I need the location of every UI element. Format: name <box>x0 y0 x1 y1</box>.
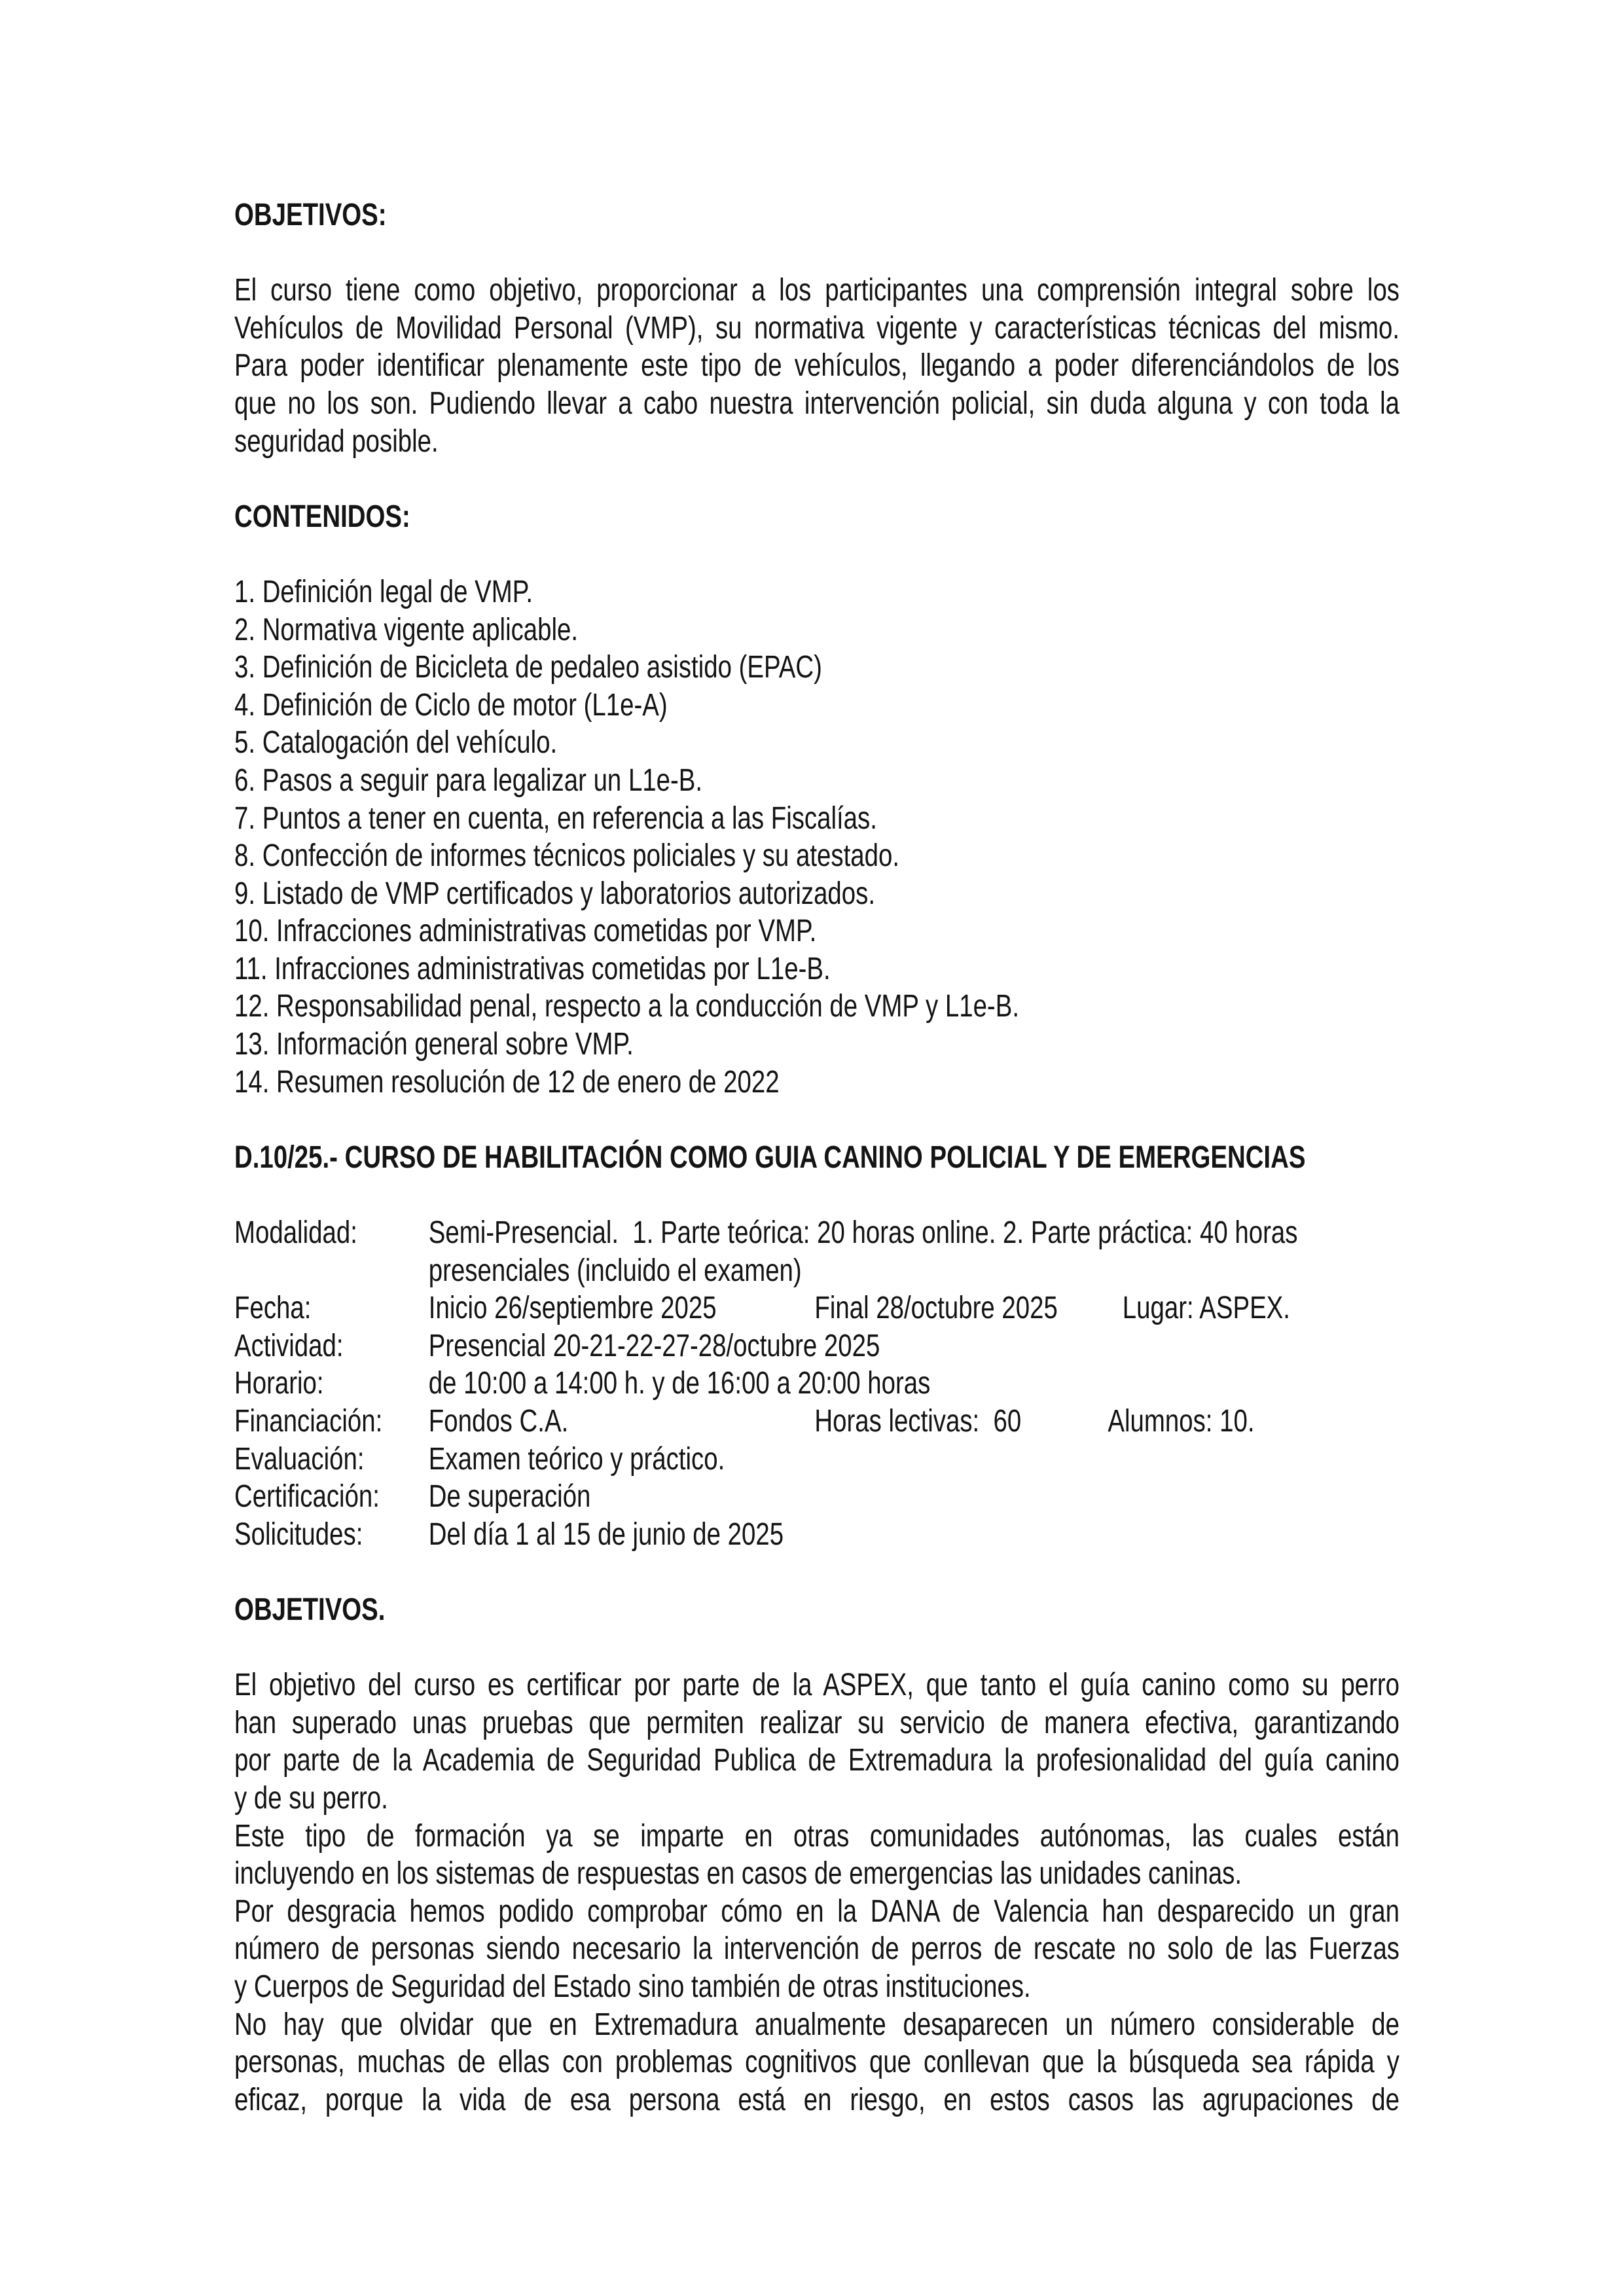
paragraph-line: personas, muchas de ellas con problemas cognitivos que conllevan que la búsqueda sea rápida y <box>234 2045 1399 2080</box>
course-title: D.10/25.- CURSO DE HABILITACIÓN COMO GUIA CANINO POLICIAL Y DE EMERGENCIAS <box>234 1139 1306 1175</box>
detail-label: Horario: <box>234 1366 324 1401</box>
detail-value: Inicio 26/septiembre 2025 <box>428 1291 717 1326</box>
detail-value: presenciales (incluido el examen) <box>428 1253 802 1288</box>
detail-value: Del día 1 al 15 de junio de 2025 <box>428 1516 784 1552</box>
detail-row-solicitudes <box>234 1516 1399 1554</box>
detail-row-financiacion <box>234 1403 1399 1441</box>
detail-value-tertiary: Alumnos: 10. <box>1108 1404 1255 1439</box>
contents-item: 11. Infracciones administrativas cometidas por L1e-B. <box>234 951 831 986</box>
contents-item: 13. Información general sobre VMP. <box>234 1027 634 1062</box>
detail-row-fecha <box>234 1289 1399 1327</box>
course-paragraph <box>234 2006 1399 2119</box>
paragraph-line: El curso tiene como objetivo, proporcionar a los participantes una comprensión integral sobre los <box>234 273 1399 308</box>
contents-item: 6. Pasos a seguir para legalizar un L1e-B. <box>234 762 703 798</box>
paragraph-line: por parte de la Academia de Seguridad Publica de Extremadura la profesionalidad del guía canino <box>234 1743 1399 1778</box>
objetivos-paragraph <box>234 272 1399 460</box>
contents-item: 7. Puntos a tener en cuenta, en referencia a las Fiscalías. <box>234 800 877 836</box>
spacer <box>234 535 1399 573</box>
paragraph-line: y de su perro. <box>234 1780 388 1816</box>
contents-item: 10. Infracciones administrativas cometidas por VMP. <box>234 914 817 949</box>
detail-row-horario <box>234 1365 1399 1403</box>
detail-value-secondary: Final 28/octubre 2025 <box>814 1291 1058 1326</box>
detail-row-modalidad-cont <box>234 1252 1399 1290</box>
paragraph-line: Este tipo de formación ya se imparte en otras comunidades autónomas, las cuales están <box>234 1818 1399 1854</box>
spacer <box>234 1176 1399 1214</box>
contents-item: 4. Definición de Ciclo de motor (L1e-A) <box>234 687 668 723</box>
spacer <box>234 1101 1399 1139</box>
detail-label: Solicitudes: <box>234 1516 363 1552</box>
course-paragraph <box>234 1666 1399 1817</box>
detail-label: Evaluación: <box>234 1441 365 1477</box>
detail-value: Fondos C.A. <box>428 1404 569 1439</box>
paragraph-line: Para poder identificar plenamente este tipo de vehículos, llegando a poder diferenciándolos de los <box>234 348 1399 384</box>
detail-row-modalidad <box>234 1214 1399 1252</box>
paragraph-line: número de personas siendo necesario la intervención de perros de rescate no solo de las Fuerzas <box>234 1931 1399 1967</box>
detail-value: Examen teórico y práctico. <box>428 1441 725 1477</box>
detail-row-evaluacion <box>234 1441 1399 1479</box>
course-details <box>234 1214 1399 1553</box>
contents-item: 8. Confección de informes técnicos policiales y su atestado. <box>234 838 900 874</box>
detail-value-secondary: Horas lectivas: 60 <box>814 1404 1022 1439</box>
paragraph-line: han superado unas pruebas que permiten realizar su servicio de manera efectiva, garantizando <box>234 1705 1399 1740</box>
contents-item: 14. Resumen resolución de 12 de enero de 2022 <box>234 1064 780 1100</box>
contenidos-heading: CONTENIDOS: <box>234 499 410 534</box>
paragraph-line: incluyendo en los sistemas de respuestas en casos de emergencias las unidades caninas. <box>234 1856 1242 1892</box>
detail-value: Presencial 20-21-22-27-28/octubre 2025 <box>428 1328 880 1363</box>
contents-item: 9. Listado de VMP certificados y laboratorios autorizados. <box>234 876 876 911</box>
page-content <box>234 196 1399 2119</box>
paragraph-line: eficaz, porque la vida de esa persona está en riesgo, en estos casos las agrupaciones de <box>234 2082 1399 2117</box>
paragraph-line: No hay que olvidar que en Extremadura anualmente desaparecen un número considerable de <box>234 2007 1399 2042</box>
paragraph-line: seguridad posible. <box>234 423 439 459</box>
paragraph-line: que no los son. Pudiendo llevar a cabo nuestra intervención policial, sin duda alguna y con toda la <box>234 386 1399 421</box>
detail-value: De superación <box>428 1479 591 1515</box>
detail-value: Semi-Presencial. 1. Parte teórica: 20 horas online. 2. Parte práctica: 40 horas <box>428 1215 1298 1251</box>
course-paragraph <box>234 1818 1399 1893</box>
contents-item: 12. Responsabilidad penal, respecto a la conducción de VMP y L1e-B. <box>234 989 1019 1024</box>
contents-item: 2. Normativa vigente aplicable. <box>234 612 579 647</box>
detail-row-actividad <box>234 1327 1399 1365</box>
detail-label: Fecha: <box>234 1291 312 1326</box>
detail-label: Financiación: <box>234 1404 383 1439</box>
detail-label: Actividad: <box>234 1328 344 1363</box>
detail-row-certificacion <box>234 1478 1399 1516</box>
detail-label: Modalidad: <box>234 1215 357 1251</box>
contenidos-list <box>234 573 1399 1101</box>
spacer <box>234 460 1399 498</box>
course-paragraph <box>234 1893 1399 2006</box>
paragraph-line: y Cuerpos de Seguridad del Estado sino también de otras instituciones. <box>234 1969 1031 2004</box>
paragraph-line: Vehículos de Movilidad Personal (VMP), su normativa vigente y características técnicas del mismo. <box>234 310 1399 346</box>
detail-value: de 10:00 a 14:00 h. y de 16:00 a 20:00 horas <box>428 1366 931 1401</box>
course-objetivos-heading: OBJETIVOS. <box>234 1592 386 1627</box>
contents-item: 3. Definición de Bicicleta de pedaleo asistido (EPAC) <box>234 650 822 685</box>
objetivos-heading: OBJETIVOS: <box>234 198 387 232</box>
spacer <box>234 234 1399 272</box>
paragraph-line: Por desgracia hemos podido comprobar cómo en la DANA de Valencia han desparecido un gran <box>234 1893 1399 1929</box>
contents-item: 5. Catalogación del vehículo. <box>234 725 558 761</box>
contents-item: 1. Definición legal de VMP. <box>234 574 533 609</box>
detail-label: Certificación: <box>234 1479 380 1515</box>
spacer <box>234 1553 1399 1591</box>
detail-value-tertiary: Lugar: ASPEX. <box>1122 1291 1290 1326</box>
spacer <box>234 1629 1399 1667</box>
paragraph-line: El objetivo del curso es certificar por parte de la ASPEX, que tanto el guía canino como su perro <box>234 1668 1399 1703</box>
